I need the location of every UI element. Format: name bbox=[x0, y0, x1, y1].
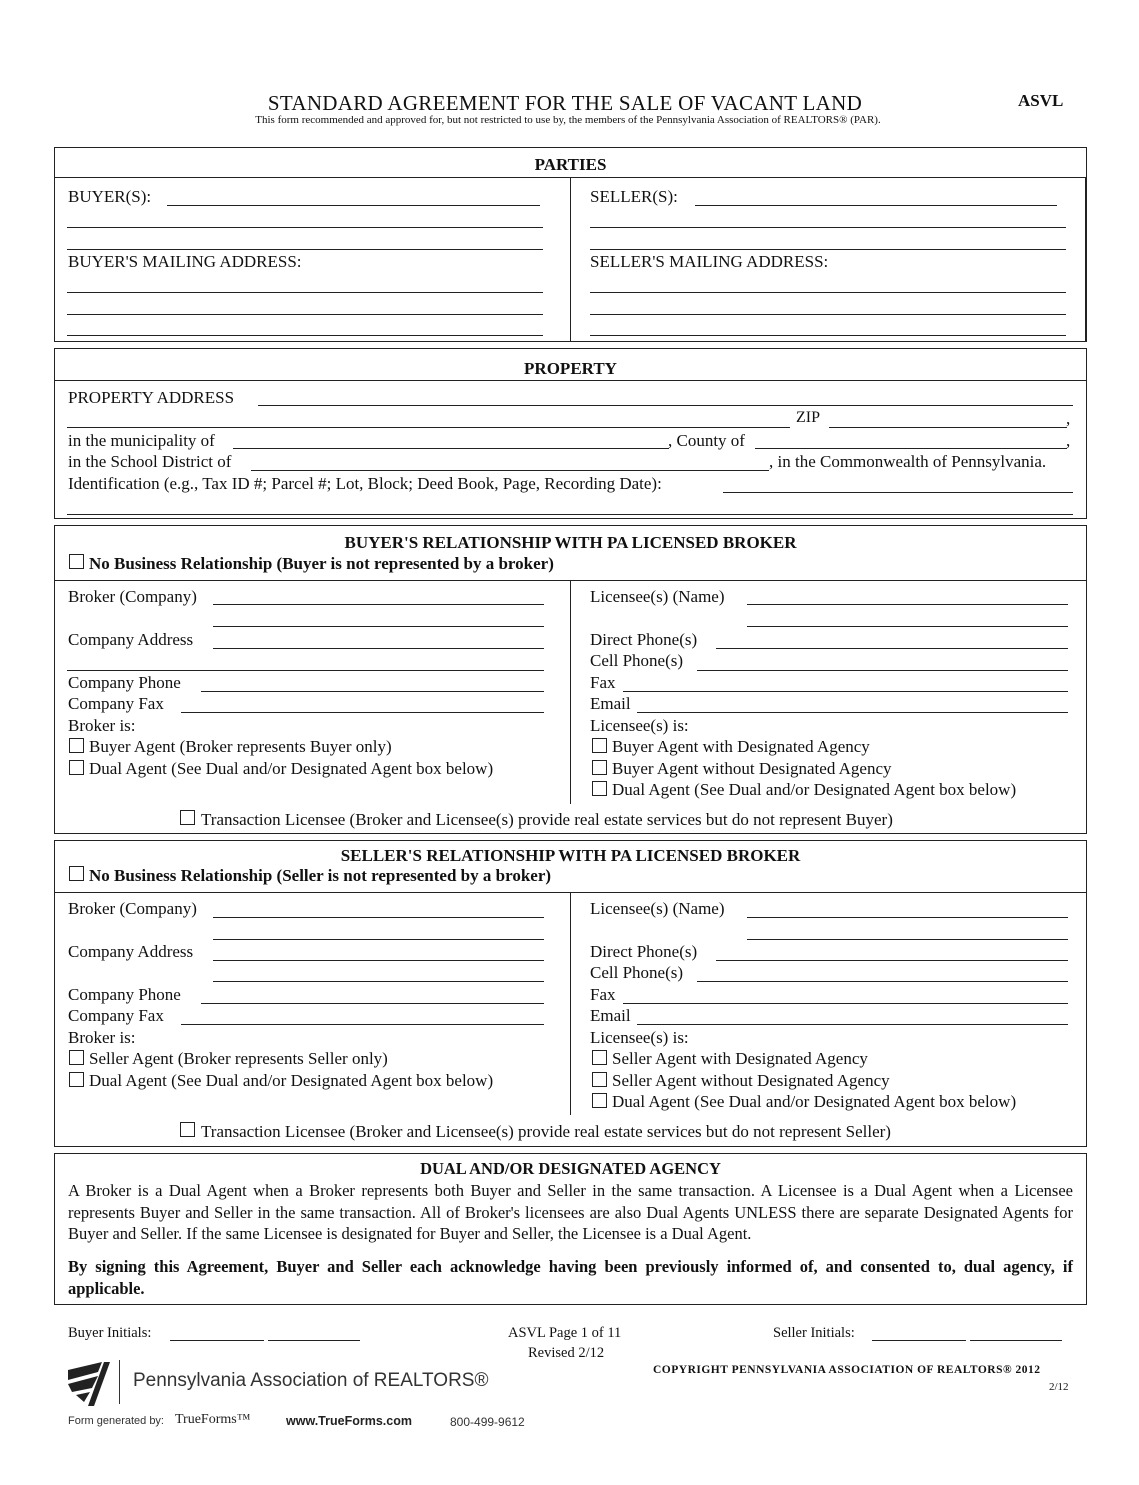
seller-cell-phone-label: Cell Phone(s) bbox=[590, 963, 684, 982]
buyer-broker-company-line-2[interactable] bbox=[213, 626, 544, 627]
buyer-direct-phone-line[interactable] bbox=[716, 648, 1068, 649]
seller-no-business-label: No Business Relationship bbox=[89, 866, 273, 885]
county-comma: , bbox=[1066, 431, 1071, 450]
form-subtitle: This form recommended and approved for, but not restricted to use by, the members of the Pennsylvania Association of REALTORS® (PAR). bbox=[255, 114, 881, 126]
seller-name-line-2[interactable] bbox=[590, 227, 1066, 228]
revised-date: Revised 2/12 bbox=[528, 1345, 605, 1361]
seller-initials-line-1[interactable] bbox=[872, 1340, 966, 1341]
form-code: ASVL bbox=[1018, 91, 1064, 110]
buyer-address-line-2[interactable] bbox=[67, 314, 543, 315]
seller-transaction-licensee-checkbox[interactable] bbox=[180, 1122, 195, 1137]
seller-licensee-is-label: Licensee(s) is: bbox=[590, 1028, 689, 1047]
seller-lic-dual-checkbox[interactable] bbox=[592, 1093, 607, 1108]
zip-comma: , bbox=[1066, 409, 1071, 428]
buyer-broker-heading: BUYER'S RELATIONSHIP WITH PA LICENSED BROKER bbox=[344, 533, 797, 552]
municipality-line[interactable] bbox=[233, 448, 669, 449]
trueforms-phone: 800-499-9612 bbox=[450, 1415, 525, 1429]
seller-agent-label: Seller Agent (Broker represents Seller only) bbox=[89, 1049, 388, 1068]
buyer-company-fax-label: Company Fax bbox=[68, 694, 164, 713]
buyer-licensee-name-line-2[interactable] bbox=[747, 626, 1068, 627]
seller-no-business-text bbox=[89, 866, 551, 886]
seller-company-address-label: Company Address bbox=[68, 942, 194, 961]
seller-no-business-checkbox[interactable] bbox=[69, 866, 84, 881]
seller-lic-nondesignated-label: Seller Agent without Designated Agency bbox=[612, 1071, 890, 1090]
seller-address-line-1[interactable] bbox=[590, 292, 1066, 293]
buyer-email-label: Email bbox=[590, 694, 631, 713]
buyer-address-line-1[interactable] bbox=[67, 292, 543, 293]
form-title: STANDARD AGREEMENT FOR THE SALE OF VACANT LAND bbox=[267, 91, 863, 115]
buyer-address-label: BUYER'S MAILING ADDRESS: bbox=[68, 252, 302, 271]
seller-broker-company-line[interactable] bbox=[213, 917, 544, 918]
buyer-initials-line-2[interactable] bbox=[268, 1340, 360, 1341]
seller-initials-label: Seller Initials: bbox=[773, 1325, 855, 1341]
seller-licensee-name-line[interactable] bbox=[747, 917, 1068, 918]
dual-agency-acknowledgement: By signing this Agreement, Buyer and Seller each acknowledge having been previously informed of, and consented to, dual agency, if applicable. bbox=[68, 1257, 1073, 1298]
buyer-licensee-name-label: Licensee(s) (Name) bbox=[590, 587, 725, 606]
seller-name-line-3[interactable] bbox=[590, 249, 1066, 250]
buyer-company-address-line[interactable] bbox=[213, 648, 544, 649]
buyer-address-line-3[interactable] bbox=[67, 335, 543, 336]
seller-fax-line[interactable] bbox=[623, 1003, 1068, 1004]
buyer-lic-designated-label: Buyer Agent with Designated Agency bbox=[612, 737, 870, 756]
buyer-company-fax-line[interactable] bbox=[181, 712, 544, 713]
property-address-label: PROPERTY ADDRESS bbox=[68, 388, 235, 407]
seller-fax-label: Fax bbox=[590, 985, 616, 1004]
sellers-label: SELLER(S): bbox=[590, 187, 678, 206]
par-logo-icon bbox=[68, 1362, 116, 1408]
buyer-broker-company-label: Broker (Company) bbox=[68, 587, 197, 606]
buyer-broker-company-line[interactable] bbox=[213, 604, 544, 605]
seller-licensee-name-line-2[interactable] bbox=[747, 939, 1068, 940]
seller-broker-heading: SELLER'S RELATIONSHIP WITH PA LICENSED BROKER bbox=[340, 846, 801, 865]
buyer-cell-phone-line[interactable] bbox=[697, 670, 1068, 671]
seller-direct-phone-label: Direct Phone(s) bbox=[590, 942, 698, 961]
seller-address-label: SELLER'S MAILING ADDRESS: bbox=[590, 252, 829, 271]
buyer-lic-designated-checkbox[interactable] bbox=[592, 738, 607, 753]
school-district-label: in the School District of bbox=[68, 452, 232, 471]
dual-agency-text: A Broker is a Dual Agent when a Broker represents both Buyer and Seller in the same transaction. A Licensee is a Dual Agent when a Licensee represents Buyer and Seller in the same transaction. All of Broker's licensees are also Dual Agents UNLESS there are separate Designated Agents for Buyer and Seller. If the same Licensee is designated for Buyer and Seller, the Licensee is a Dual Agent. bbox=[68, 1181, 1073, 1243]
buyer-lic-nondesignated-label: Buyer Agent without Designated Agency bbox=[612, 759, 892, 778]
seller-company-address-line-2[interactable] bbox=[213, 981, 544, 982]
copyright-notice: COPYRIGHT PENNSYLVANIA ASSOCIATION OF REALTORS® 2012 bbox=[653, 1364, 1041, 1376]
parties-section bbox=[54, 147, 1087, 342]
buyer-licensee-name-line[interactable] bbox=[747, 604, 1068, 605]
seller-lic-designated-label: Seller Agent with Designated Agency bbox=[612, 1049, 868, 1068]
county-line[interactable] bbox=[755, 448, 1067, 449]
parties-heading: PARTIES bbox=[534, 155, 607, 174]
buyer-dual-agent-label: Dual Agent (See Dual and/or Designated Agent box below) bbox=[89, 759, 494, 778]
trueforms-website[interactable]: www.TrueForms.com bbox=[286, 1414, 412, 1428]
buyer-name-line-1[interactable] bbox=[167, 205, 540, 206]
buyer-agent-label: Buyer Agent (Broker represents Buyer only) bbox=[89, 737, 392, 756]
buyer-transaction-licensee-checkbox[interactable] bbox=[180, 810, 195, 825]
seller-email-line[interactable] bbox=[637, 1024, 1068, 1025]
buyer-fax-line[interactable] bbox=[623, 691, 1068, 692]
seller-broker-company-line-2[interactable] bbox=[213, 939, 544, 940]
property-address-line-2[interactable] bbox=[67, 427, 790, 428]
date-code: 2/12 bbox=[1049, 1381, 1069, 1393]
county-label: , County of bbox=[668, 431, 745, 450]
generated-by-label: Form generated by: bbox=[68, 1415, 164, 1427]
buyer-company-phone-line[interactable] bbox=[201, 691, 544, 692]
seller-dual-agent-label: Dual Agent (See Dual and/or Designated Agent box below) bbox=[89, 1071, 494, 1090]
property-heading: PROPERTY bbox=[524, 359, 617, 378]
seller-cell-phone-line[interactable] bbox=[697, 981, 1068, 982]
buyer-broker-is-label: Broker is: bbox=[68, 716, 136, 735]
trueforms-brand: TrueForms™ bbox=[175, 1412, 251, 1427]
buyer-no-business-label: No Business Relationship bbox=[89, 554, 273, 573]
buyers-label: BUYER(S): bbox=[68, 187, 152, 206]
identification-label: Identification (e.g., Tax ID #; Parcel #; Lot, Block; Deed Book, Page, Recording Date): bbox=[68, 474, 662, 493]
seller-broker-company-label: Broker (Company) bbox=[68, 899, 197, 918]
buyer-lic-nondesignated-checkbox[interactable] bbox=[592, 760, 607, 775]
buyer-fax-label: Fax bbox=[590, 673, 616, 692]
seller-agent-checkbox[interactable] bbox=[69, 1050, 84, 1065]
buyer-no-business-note: (Buyer is not represented by a broker) bbox=[276, 554, 554, 573]
page-number: ASVL Page 1 of 11 bbox=[508, 1325, 622, 1341]
seller-licensee-name-label: Licensee(s) (Name) bbox=[590, 899, 725, 918]
seller-address-line-2[interactable] bbox=[590, 314, 1066, 315]
zip-line[interactable] bbox=[829, 427, 1067, 428]
buyer-agent-checkbox[interactable] bbox=[69, 738, 84, 753]
buyer-lic-dual-label: Dual Agent (See Dual and/or Designated Agent box below) bbox=[612, 780, 1017, 799]
school-district-line[interactable] bbox=[251, 470, 769, 471]
municipality-label: in the municipality of bbox=[68, 431, 215, 450]
seller-initials-line-2[interactable] bbox=[970, 1340, 1062, 1341]
seller-company-address-line[interactable] bbox=[213, 960, 544, 961]
buyer-transaction-licensee-label: Transaction Licensee (Broker and Licensee(s) provide real estate services but do not represent Buyer) bbox=[201, 810, 893, 829]
seller-company-phone-line[interactable] bbox=[201, 1003, 544, 1004]
seller-company-phone-label: Company Phone bbox=[68, 985, 181, 1004]
seller-dual-agent-checkbox[interactable] bbox=[69, 1072, 84, 1087]
buyer-no-business-text bbox=[89, 554, 554, 574]
seller-company-fax-line[interactable] bbox=[181, 1024, 544, 1025]
org-name: Pennsylvania Association of REALTORS® bbox=[133, 1370, 489, 1391]
dual-agency-heading: DUAL AND/OR DESIGNATED AGENCY bbox=[420, 1159, 721, 1178]
seller-broker-is-label: Broker is: bbox=[68, 1028, 136, 1047]
identification-line-2[interactable] bbox=[67, 514, 1073, 515]
seller-name-line-1[interactable] bbox=[695, 205, 1057, 206]
seller-address-line-3[interactable] bbox=[590, 335, 1066, 336]
buyer-licensee-is-label: Licensee(s) is: bbox=[590, 716, 689, 735]
buyer-lic-dual-checkbox[interactable] bbox=[592, 781, 607, 796]
seller-direct-phone-line[interactable] bbox=[716, 960, 1068, 961]
commonwealth-label: , in the Commonwealth of Pennsylvania. bbox=[769, 452, 1047, 471]
buyer-initials-line-1[interactable] bbox=[170, 1340, 264, 1341]
buyer-name-line-3[interactable] bbox=[67, 249, 543, 250]
seller-transaction-licensee-label: Transaction Licensee (Broker and Licensee(s) provide real estate services but do not represent Seller) bbox=[201, 1122, 891, 1141]
buyer-dual-agent-checkbox[interactable] bbox=[69, 760, 84, 775]
buyer-direct-phone-label: Direct Phone(s) bbox=[590, 630, 698, 649]
seller-no-business-note: (Seller is not represented by a broker) bbox=[276, 866, 552, 885]
seller-lic-dual-label: Dual Agent (See Dual and/or Designated Agent box below) bbox=[612, 1092, 1017, 1111]
buyer-no-business-checkbox[interactable] bbox=[69, 554, 84, 569]
buyer-company-phone-label: Company Phone bbox=[68, 673, 181, 692]
seller-company-fax-label: Company Fax bbox=[68, 1006, 164, 1025]
buyer-cell-phone-label: Cell Phone(s) bbox=[590, 651, 684, 670]
seller-lic-designated-checkbox[interactable] bbox=[592, 1050, 607, 1065]
seller-lic-nondesignated-checkbox[interactable] bbox=[592, 1072, 607, 1087]
buyer-initials-label: Buyer Initials: bbox=[68, 1325, 152, 1341]
buyer-company-address-line-2[interactable] bbox=[67, 670, 544, 671]
seller-email-label: Email bbox=[590, 1006, 631, 1025]
zip-label: ZIP bbox=[796, 409, 820, 426]
buyer-company-address-label: Company Address bbox=[68, 630, 194, 649]
buyer-name-line-2[interactable] bbox=[67, 227, 543, 228]
property-address-line-1[interactable] bbox=[258, 405, 1073, 406]
buyer-email-line[interactable] bbox=[637, 712, 1068, 713]
identification-line-1[interactable] bbox=[723, 492, 1073, 493]
